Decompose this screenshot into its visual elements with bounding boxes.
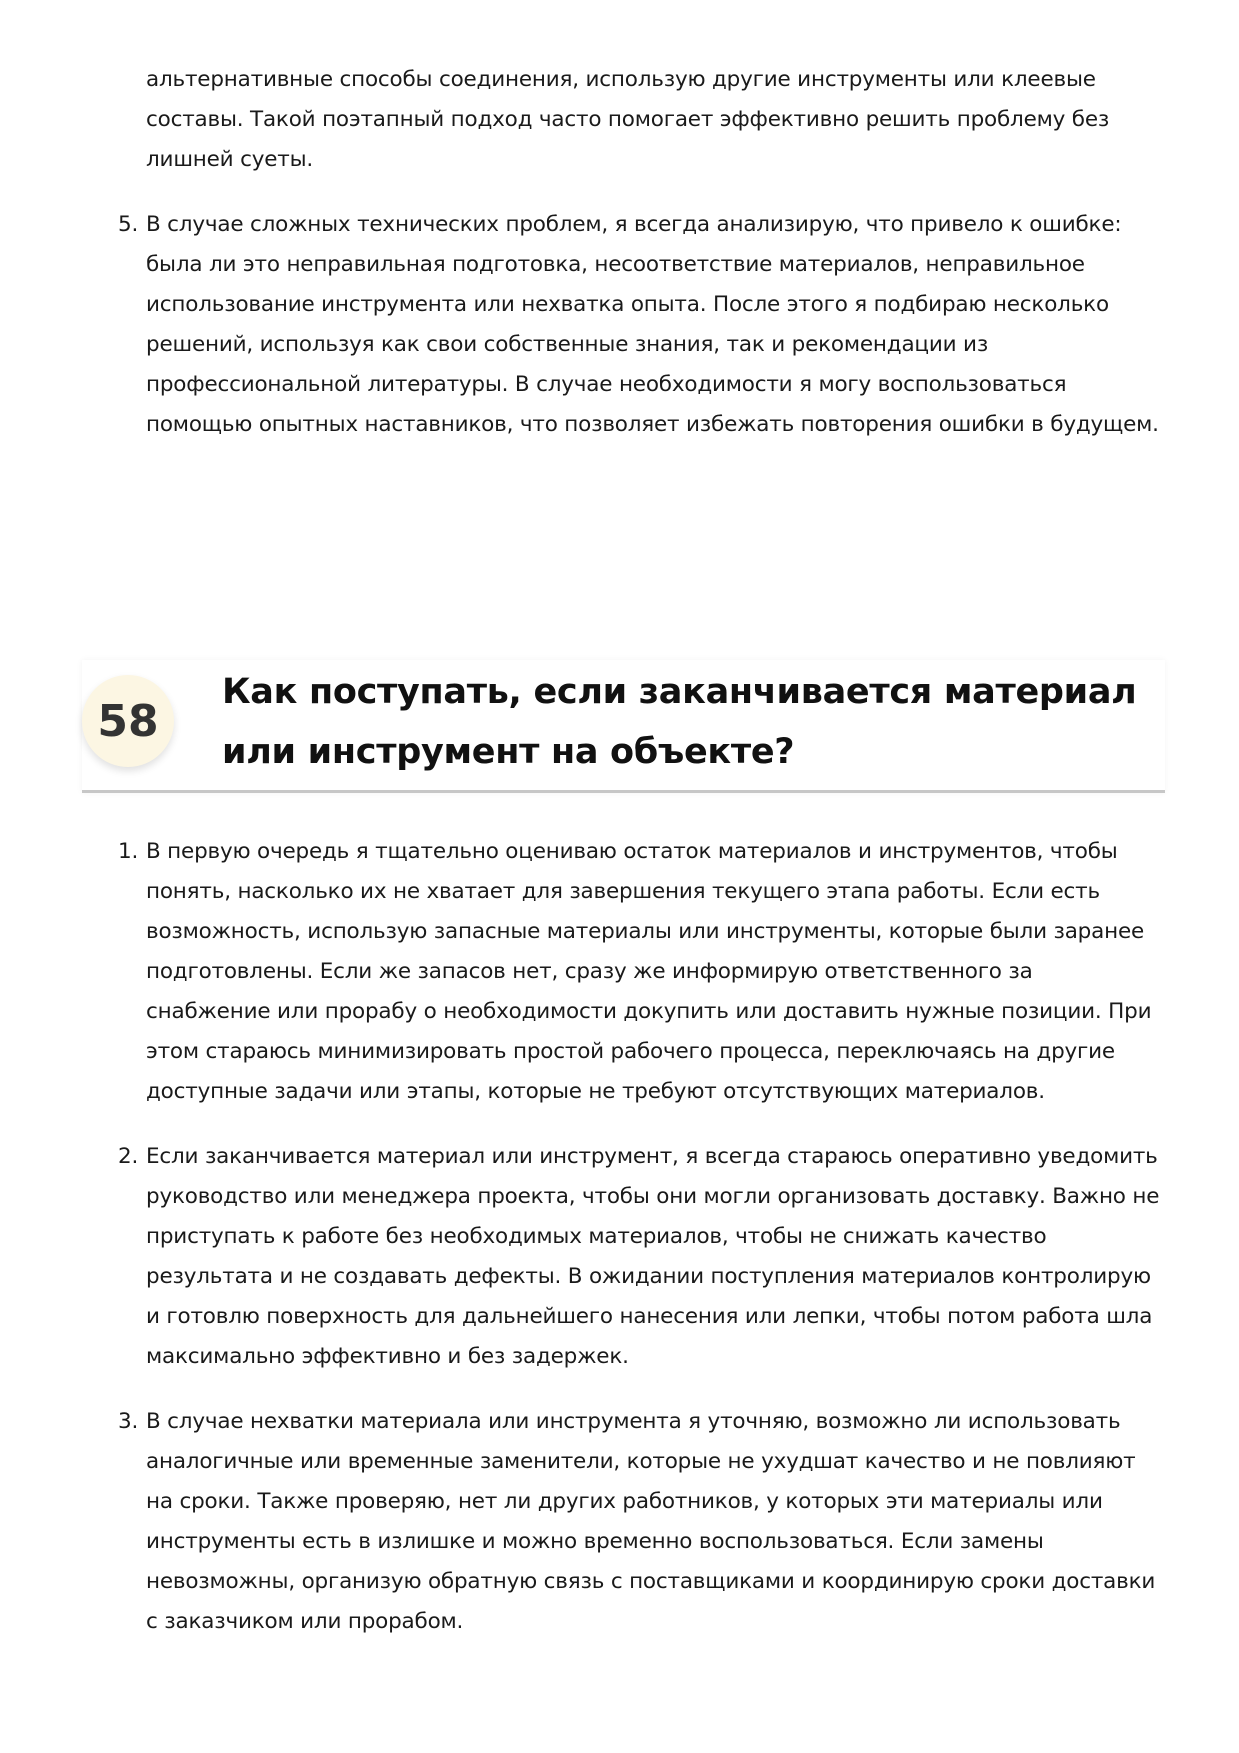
- list-spacer: [118, 1377, 1163, 1402]
- question-header: [82, 660, 1165, 793]
- list-item-number: 2.: [118, 1144, 139, 1169]
- list-item-number: 3.: [118, 1409, 139, 1434]
- list-item-number: 1.: [118, 839, 139, 864]
- continued-answer-list: [118, 60, 1163, 445]
- list-item: [118, 832, 1163, 1112]
- list-item-text: В случае нехватки материала или инструмента я уточняю, возможно ли использовать аналогичные или временные заменители, которые не ухудшат качество и не повлияют на сроки. Также проверяю, нет ли других работников, у которых эти материалы или инструменты есть в излишке и можно временно воспользоваться. Если замены невозможны, организую обратную связь с поставщиками и координирую сроки доставки с заказчиком или прорабом.: [146, 1409, 1156, 1634]
- answer-list: [118, 832, 1163, 1642]
- list-item-text: В первую очередь я тщательно оцениваю остаток материалов и инструментов, чтобы понять, насколько их не хватает для завершения текущего этапа работы. Если есть возможность, использую запасные материалы или инструменты, которые были заранее подготовлены. Если же запасов нет, сразу же информирую ответственного за снабжение или прорабу о необходимости докупить или доставить нужные позиции. При этом стараюсь минимизировать простой рабочего процесса, переключаясь на другие доступные задачи или этапы, которые не требуют отсутствующих материалов.: [146, 839, 1152, 1104]
- list-item-text: Если заканчивается материал или инструмент, я всегда стараюсь оперативно уведомить руководство или менеджера проекта, чтобы они могли организовать доставку. Важно не приступать к работе без необходимых материалов, чтобы не снижать качество результата и не создавать дефекты. В ожидании поступления материалов контролирую и готовлю поверхность для дальнейшего нанесения или лепки, чтобы потом работа шла максимально эффективно и без задержек.: [146, 1144, 1160, 1369]
- list-item-text: В случае сложных технических проблем, я всегда анализирую, что привело к ошибке: была ли это неправильная подготовка, несоответствие материалов, неправильное использование инструмента или нехватка опыта. После этого я подбираю несколько решений, используя как свои собственные знания, так и рекомендации из профессиональной литературы. В случае необходимости я могу воспользоваться помощью опытных наставников, что позволяет избежать повторения ошибки в будущем.: [146, 212, 1159, 437]
- list-spacer: [118, 180, 1163, 205]
- list-spacer: [118, 1112, 1163, 1137]
- list-item: [118, 205, 1163, 445]
- list-item: [118, 1402, 1163, 1642]
- list-item-continued: [118, 60, 1163, 180]
- list-item-text: альтернативные способы соединения, использую другие инструменты или клеевые составы. Такой поэтапный подход часто помогает эффективно решить проблему без лишней суеты.: [146, 67, 1110, 172]
- list-item: [118, 1137, 1163, 1377]
- list-item-number: 5.: [118, 212, 139, 237]
- question-title: Как поступать, если заканчивается материал или инструмент на объекте?: [222, 672, 1137, 772]
- question-number-badge: 58: [82, 675, 174, 767]
